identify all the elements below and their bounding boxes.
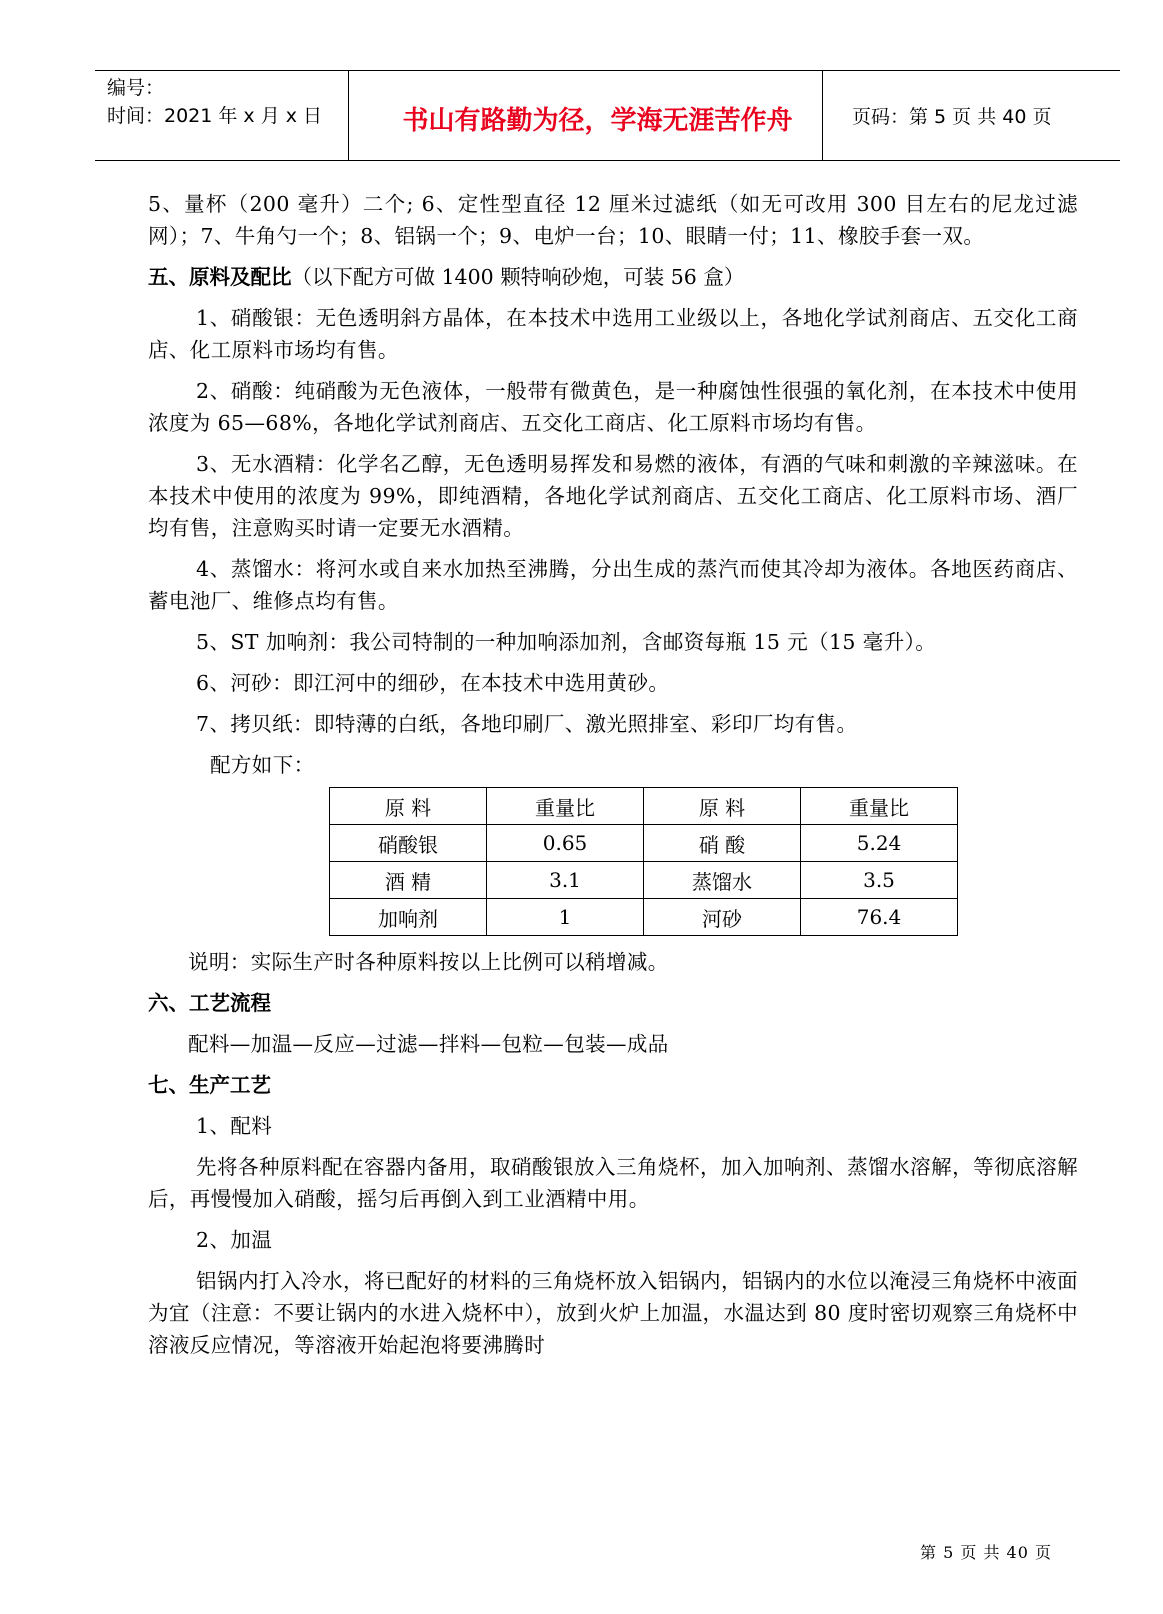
section-5-title: 五、原料及配比 [148,265,292,289]
table-row [330,862,958,899]
section-5-heading [148,261,1078,293]
table-cell: 蒸馏水 [644,862,801,899]
page-footer: 第 5 页 共 40 页 [920,1543,1052,1562]
motto: 书山有路勤为径，学海无涯苦作舟 [402,106,793,136]
table-cell: 硝 酸 [644,825,801,862]
table-cell: 硝酸银 [330,825,487,862]
table-cell: 3.1 [487,862,644,899]
table-cell: 加响剂 [330,899,487,936]
header-top-rule [95,70,1120,71]
header-bottom-rule [95,160,1120,161]
step-2-title: 2、加温 [196,1228,273,1252]
table-row [330,825,958,862]
recipe-header-cell: 重量比 [487,788,644,825]
material-4: 4、蒸馏水：将河水或自来水加热至沸腾，分出生成的蒸汽而使其冷却为液体。各地医药商店、蓄电池厂、维修点均有售。 [148,557,1078,613]
material-5: 5、ST 加响剂：我公司特制的一种加响添加剂，含邮资每瓶 15 元（15 毫升）。 [196,630,937,654]
step-1-title: 1、配料 [196,1114,273,1138]
number-label: 编号： [107,77,165,99]
time-label: 时间：2021 年 x 月 x 日 [107,105,323,127]
recipe-header-cell: 原 料 [644,788,801,825]
page-indicator: 页码：第 5 页 共 40 页 [852,106,1052,128]
table-cell: 1 [487,899,644,936]
header-divider-left [348,70,349,161]
material-1: 1、硝酸银：无色透明斜方晶体，在本技术中选用工业级以上，各地化学试剂商店、五交化工商店、化工原料市场均有售。 [148,306,1078,362]
step-2-text: 铝锅内打入冷水，将已配好的材料的三角烧杯放入铝锅内，铝锅内的水位以淹浸三角烧杯中液面为宜（注意：不要让锅内的水进入烧杯中），放到火炉上加温，水温达到 80 度时密切观察三角烧杯中溶液反应情况，等溶液开始起泡将要沸腾时 [148,1269,1078,1357]
section-5-note: （以下配方可做 1400 颗特响砂炮，可装 56 盒） [291,265,745,289]
table-cell: 76.4 [801,899,958,936]
table-cell: 5.24 [801,825,958,862]
material-7: 7、拷贝纸：即特薄的白纸，各地印刷厂、激光照排室、彩印厂均有售。 [196,712,858,736]
recipe-note: 说明：实际生产时各种原料按以上比例可以稍增减。 [188,950,669,974]
section-6-title: 六、工艺流程 [148,991,271,1015]
equipment-list: 5、量杯（200 毫升）二个; 6、定性型直径 12 厘米过滤纸（如无可改用 300 目左右的尼龙过滤网）；7、牛角勺一个；8、铝锅一个；9、电炉一台；10、眼睛一付；11、橡胶手套一双。 [148,192,1078,248]
table-cell: 0.65 [487,825,644,862]
recipe-header-row [330,788,958,825]
recipe-intro: 配方如下： [210,753,315,777]
table-cell: 酒 精 [330,862,487,899]
document-body [148,188,1078,1370]
recipe-header-cell: 原 料 [330,788,487,825]
process-flow: 配料—加温—反应—过滤—拌料—包粒—包装—成品 [188,1032,669,1056]
section-7-title: 七、生产工艺 [148,1073,271,1097]
material-3: 3、无水酒精：化学名乙醇，无色透明易挥发和易燃的液体，有酒的气味和刺激的辛辣滋味。在本技术中使用的浓度为 99%，即纯酒精，各地化学试剂商店、五交化工商店、化工原料市场、酒厂均有售，注意购买时请一定要无水酒精。 [148,452,1078,540]
material-2: 2、硝酸：纯硝酸为无色液体，一般带有微黄色，是一种腐蚀性很强的氧化剂，在本技术中使用浓度为 65—68%，各地化学试剂商店、五交化工商店、化工原料市场均有售。 [148,379,1078,435]
table-row [330,899,958,936]
recipe-table [329,787,958,936]
table-cell: 3.5 [801,862,958,899]
material-6: 6、河砂：即江河中的细砂，在本技术中选用黄砂。 [196,671,670,695]
recipe-header-cell: 重量比 [801,788,958,825]
header-meta [107,74,322,130]
table-cell: 河砂 [644,899,801,936]
step-1-text: 先将各种原料配在容器内备用，取硝酸银放入三角烧杯，加入加响剂、蒸馏水溶解，等彻底溶解后，再慢慢加入硝酸，摇匀后再倒入到工业酒精中用。 [148,1155,1078,1211]
